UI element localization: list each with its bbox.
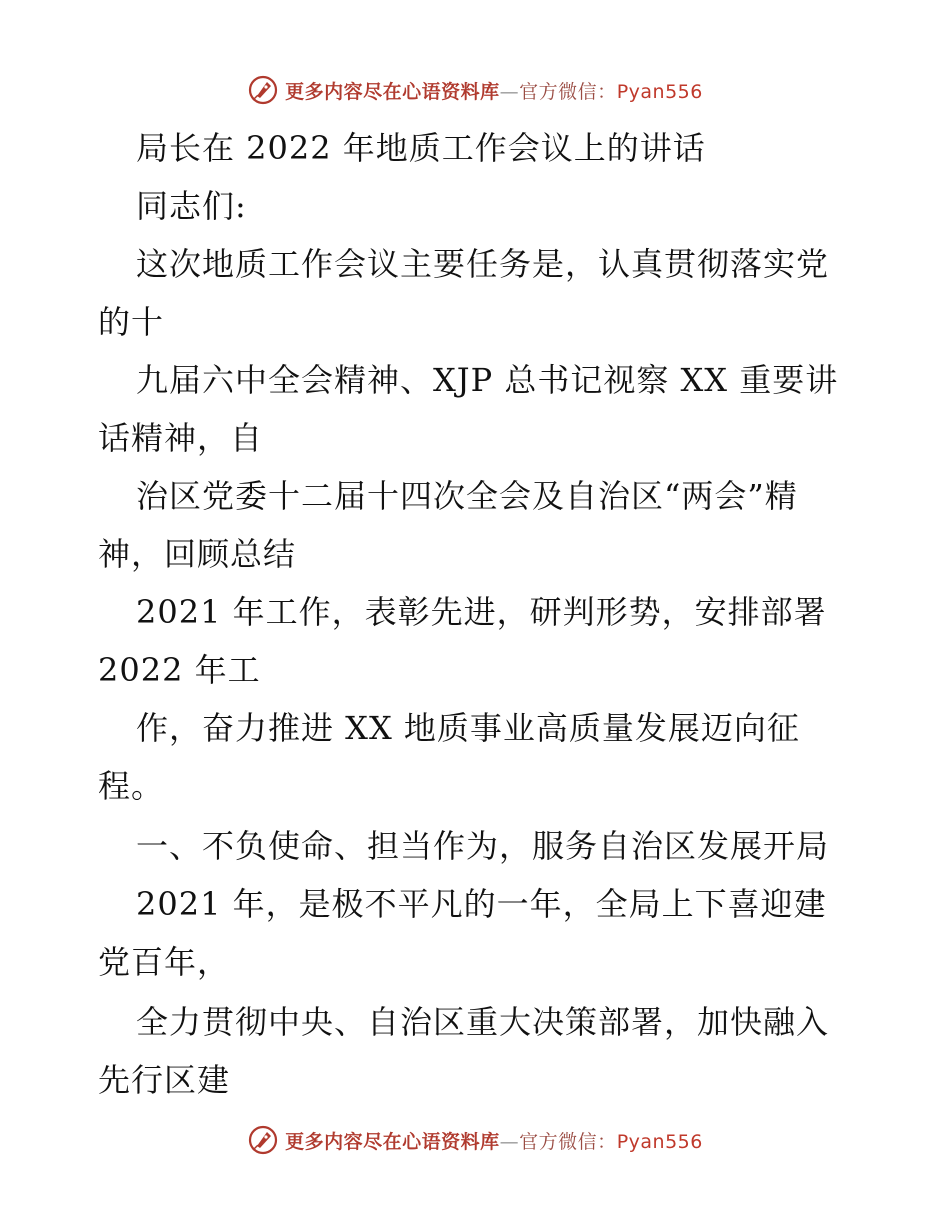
paragraph-line: 治区党委十二届十四次全会及自治区“两会”精 [136, 477, 798, 515]
footer-watermark-banner [0, 1122, 950, 1158]
section-heading: 一、不负使命、担当作为，服务自治区发展开局 [136, 827, 830, 865]
header-watermark-banner [0, 72, 950, 108]
paragraph-line: 程。 [98, 767, 165, 805]
paragraph-line: 九届六中全会精神、XJP 总书记视察 XX 重要讲 [136, 361, 839, 399]
paragraph-line: 先行区建 [98, 1061, 231, 1099]
document-title: 局长在 2022 年地质工作会议上的讲话 [136, 129, 706, 167]
pen-nib-logo-icon [247, 74, 279, 106]
paragraph-line: 2022 年工 [98, 651, 261, 689]
pen-nib-logo-icon [247, 1124, 279, 1156]
paragraph-line: 神，回顾总结 [98, 535, 297, 573]
paragraph-line: 这次地质工作会议主要任务是，认真贯彻落实党 [136, 245, 830, 283]
watermark-text: 更多内容尽在心语资料库—官方微信：Pyan556 [285, 80, 703, 103]
paragraph-line: 的十 [98, 303, 165, 341]
paragraph-line: 2021 年工作，表彰先进，研判形势，安排部署 [136, 593, 827, 631]
watermark-text: 更多内容尽在心语资料库—官方微信：Pyan556 [285, 1130, 703, 1153]
paragraph-line: 话精神，自 [98, 419, 264, 457]
paragraph-line: 作，奋力推进 XX 地质事业高质量发展迈向征 [136, 709, 800, 747]
salutation: 同志们: [136, 187, 247, 225]
paragraph-line: 全力贯彻中央、自治区重大决策部署，加快融入 [136, 1003, 830, 1041]
paragraph-line: 2021 年，是极不平凡的一年，全局上下喜迎建 [136, 885, 827, 923]
paragraph-line: 党百年， [98, 943, 231, 981]
